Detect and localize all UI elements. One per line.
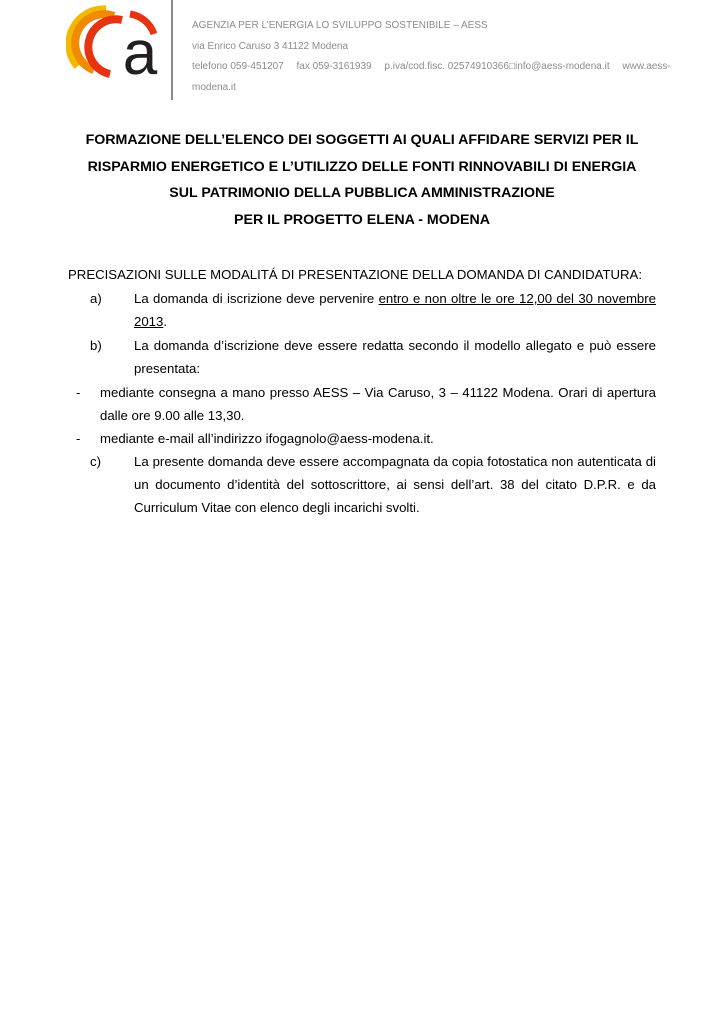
letterhead-divider <box>171 0 173 100</box>
dash-2-text: mediante e-mail all’indirizzo ifogagnolo@aess-modena.it. <box>100 431 434 446</box>
item-c-text: La presente domanda deve essere accompagnata da copia fotostatica non autenticata di un documento d’identità del sottoscrittore, ai sensi dell’art. 38 del citato D.P.R. e da Curriculum Vitae con elenco degli incarichi svolti. <box>134 454 656 515</box>
org-address: via Enrico Caruso 3 41122 Modena <box>192 40 349 52</box>
dash-item-2 <box>76 427 656 450</box>
item-a-label: a) <box>90 291 102 306</box>
item-b-label: b) <box>90 338 102 353</box>
title-line-1: FORMAZIONE DELL’ELENCO DEI SOGGETTI AI QUALI AFFIDARE SERVIZI PER IL <box>85 132 639 148</box>
letterhead <box>192 16 672 98</box>
item-c-label: c) <box>90 454 101 469</box>
item-a-text: La domanda di iscrizione deve pervenire <box>134 291 379 306</box>
logo-letter: a <box>122 19 158 80</box>
dash-1-text: mediante consegna a mano presso AESS – Via Caruso, 3 – 41122 Modena. Orari di apertura dalle ore 9.00 alle 13,30. <box>100 385 656 423</box>
phone: telefono 059-451207 <box>192 61 284 72</box>
title-line-4: PER IL PROGETTO ELENA - MODENA <box>234 211 490 228</box>
title-line-3: SUL PATRIMONIO DELLA PUBBLICA AMMINISTRAZIONE <box>169 185 555 201</box>
item-b-line-2: presentata: <box>134 361 200 376</box>
org-name: AGENZIA PER L’ENERGIA LO SVILUPPO SOSTENIBILE – AESS <box>192 20 488 31</box>
item-b <box>90 334 656 380</box>
vat: p.iva/cod.fisc. 02574910366 <box>384 61 509 72</box>
item-c <box>90 450 656 519</box>
dash-1-label: - <box>76 385 81 400</box>
item-b-line-1: La domanda d’iscrizione deve essere redatta secondo il modello allegato e può essere <box>134 338 656 353</box>
website: www.aess- <box>622 61 671 72</box>
intro-heading: PRECISAZIONI SULLE MODALITÁ DI PRESENTAZIONE DELLA DOMANDA DI CANDIDATURA: <box>68 267 643 282</box>
dash-2-label: - <box>76 431 81 446</box>
contact-line <box>192 57 672 78</box>
separator-glyph: □ <box>508 61 515 72</box>
item-a-year: 2013 <box>134 314 164 329</box>
dash-item-1 <box>76 381 656 427</box>
fax: fax 059-3161939 <box>296 61 372 72</box>
document-title <box>60 127 664 233</box>
item-a-deadline: entro e non oltre le ore 12,00 del 30 novembre <box>378 291 656 306</box>
website-cont: modena.it <box>192 81 236 93</box>
aess-logo-icon <box>66 4 158 80</box>
item-a: a) La domanda di iscrizione deve pervenire entro e non oltre le ore 12,00 del 30 novembre 2013. <box>134 287 656 333</box>
title-line-2: RISPARMIO ENERGETICO E L’UTILIZZO DELLE FONTI RINNOVABILI DI ENERGIA <box>87 158 637 175</box>
email: info@aess-modena.it <box>514 61 610 72</box>
